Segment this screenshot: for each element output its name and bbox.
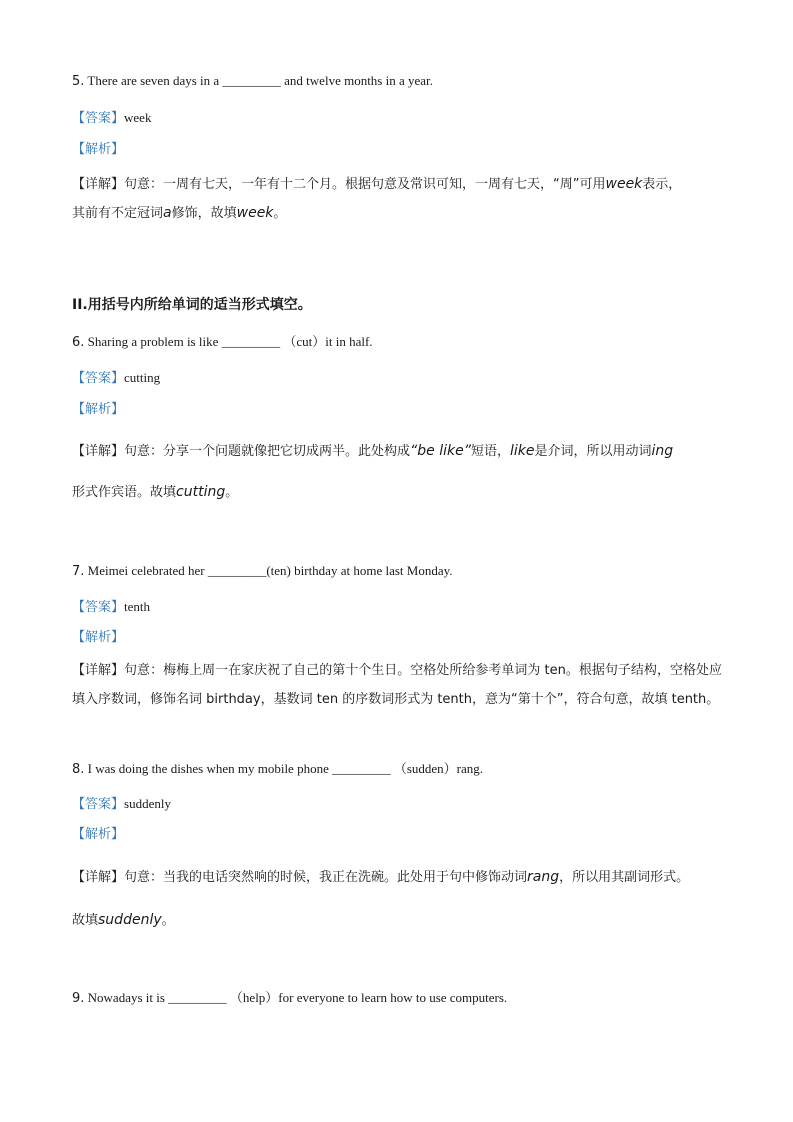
detail-paragraph — [72, 170, 722, 228]
analysis-row — [72, 628, 124, 647]
answer-row — [72, 795, 171, 814]
detail-text: 其前有不定冠词 — [72, 206, 164, 221]
answer-row — [72, 598, 150, 617]
detail-text: 短语， — [471, 444, 511, 459]
detail-term: suddenly — [98, 912, 162, 928]
question-number: 6. — [72, 335, 85, 350]
question-number: 8. — [72, 762, 85, 777]
analysis-row — [72, 140, 124, 159]
question-number: 5. — [72, 74, 85, 89]
question-text: I was doing the dishes when my mobile phone _________ （sudden）rang. — [84, 761, 484, 776]
question-5 — [72, 72, 433, 91]
detail-label: 【详解】 — [72, 177, 125, 192]
analysis-row — [72, 825, 124, 844]
detail-text: 故填 — [72, 913, 99, 928]
answer-label: 【答案】 — [72, 600, 125, 615]
analysis-label: 【解析】 — [72, 402, 125, 417]
detail-text: ，所以用其副词形式。 — [559, 870, 690, 885]
answer-value: suddenly — [124, 796, 171, 811]
answer-value: cutting — [124, 370, 161, 385]
section-heading: II.用括号内所给单词的适当形式填空。 — [72, 297, 312, 313]
question-text: There are seven days in a _________ and twelve months in a year. — [84, 73, 433, 88]
detail-paragraph — [72, 856, 722, 942]
detail-text: 句意：分享一个问题就像把它切成两半。此处构成 — [124, 444, 411, 459]
detail-text: 修饰，故填 — [171, 206, 237, 221]
detail-paragraph — [72, 656, 722, 714]
detail-text: 。 — [225, 485, 239, 500]
question-number: 9. — [72, 991, 85, 1006]
detail-label: 【详解】 — [72, 663, 125, 678]
detail-text: 句意：梅梅上周一在家庆祝了自己的第十个生日。空格处所给参考单词为 ten。根据句子结构，空格处应填入序数词，修饰名词 birthday，基数词 ten 的序数词形式为 tenth，意为“第十个”，符合句意，故填 tenth。 — [72, 663, 722, 707]
analysis-label: 【解析】 — [72, 142, 125, 157]
question-text: Sharing a problem is like _________ （cut）it in half. — [84, 334, 373, 349]
question-9 — [72, 989, 507, 1008]
analysis-label: 【解析】 — [72, 827, 125, 842]
detail-text: 形式作宾语。故填 — [72, 485, 177, 500]
detail-text: 句意：当我的电话突然响的时候，我正在洗碗。此处用于句中修饰动词 — [124, 870, 528, 885]
analysis-label: 【解析】 — [72, 630, 125, 645]
answer-label: 【答案】 — [72, 371, 125, 386]
detail-text: 表示， — [642, 177, 682, 192]
answer-value: week — [124, 110, 152, 125]
detail-term: week — [236, 205, 274, 221]
detail-text: 句意：一周有七天，一年有十二个月。根据句意及常识可知，一周有七天，“周”可用 — [124, 177, 606, 192]
question-6 — [72, 333, 373, 352]
detail-label: 【详解】 — [72, 870, 125, 885]
question-text: Nowadays it is _________ （help）for everyone to learn how to use computers. — [84, 990, 508, 1005]
answer-row — [72, 369, 160, 388]
detail-term: ing — [651, 443, 674, 459]
question-7 — [72, 562, 453, 581]
detail-term: a — [163, 205, 172, 221]
detail-text: 是介词，所以用动词 — [534, 444, 652, 459]
detail-paragraph — [72, 431, 722, 513]
question-8 — [72, 760, 483, 779]
detail-term: rang — [527, 869, 560, 885]
detail-term: “be like” — [410, 443, 471, 459]
answer-row — [72, 109, 151, 128]
detail-term: cutting — [176, 484, 226, 500]
question-text: Meimei celebrated her _________(ten) birthday at home last Monday. — [84, 563, 453, 578]
detail-label: 【详解】 — [72, 444, 125, 459]
analysis-row — [72, 400, 124, 419]
detail-text: 。 — [273, 206, 287, 221]
detail-term: week — [605, 176, 643, 192]
question-number: 7. — [72, 564, 85, 579]
detail-text: 。 — [161, 913, 175, 928]
answer-label: 【答案】 — [72, 111, 125, 126]
answer-label: 【答案】 — [72, 797, 125, 812]
answer-value: tenth — [124, 599, 151, 614]
detail-term: like — [510, 443, 535, 459]
